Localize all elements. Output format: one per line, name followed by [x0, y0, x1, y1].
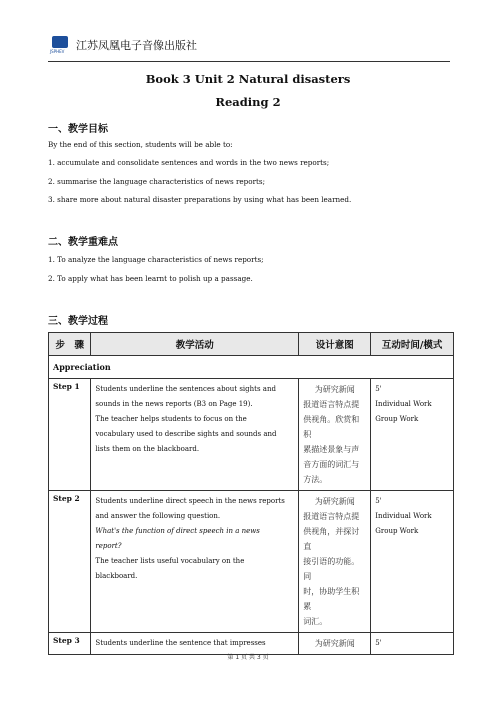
teaching-process-table [48, 332, 454, 655]
key-points-line: 2. To apply what has been learnt to polish up a passage. [48, 274, 253, 283]
step-label: Step 2 [49, 491, 91, 633]
intent-cell: 为研究新闻 [299, 633, 371, 655]
intent-cell: 为研究新闻 报道语言特点提 供视角。欣赏和积 累描述景象与声 音方面的词汇与 方法。 [299, 379, 371, 491]
activity-cell: Students underline the sentences about sights and sounds in the news reports (B3 on Page 19). The teacher helps students to focus on the vocabulary used to describe sights and sounds and lists them on the blackboard. [91, 379, 299, 491]
goals-line: 3. share more about natural disaster preparations by using what has been learned. [48, 195, 352, 204]
publisher-logo: JSPHEV [50, 36, 70, 58]
intent-cell: 为研究新闻 报道语言特点提 供视角，并探讨直 接引语的功能。同 时，协助学生积累 词汇。 [299, 491, 371, 633]
goals-line: By the end of this section, students will be able to: [48, 140, 233, 149]
goals-line: 1. accumulate and consolidate sentences and words in the two news reports; [48, 158, 330, 167]
table-row [49, 491, 454, 633]
process-heading: 三、教学过程 [48, 316, 108, 327]
step-label: Step 3 [49, 633, 91, 655]
header-step: 步 骤 [49, 333, 91, 356]
page-footer: 第 1 页 共 3 页 [227, 654, 269, 661]
doc-title: Book 3 Unit 2 Natural disasters [145, 72, 351, 86]
header-mode: 互动时间/模式 [371, 333, 454, 356]
step-label: Step 1 [49, 379, 91, 491]
header-activity: 教学活动 [91, 333, 299, 356]
mode-cell: 5' Individual Work Group Work [371, 379, 454, 491]
section-label: Appreciation [49, 356, 454, 379]
table-header-row [49, 333, 454, 356]
activity-cell: Students underline direct speech in the news reports and answer the following question. What's the function of direct speech in a news report? The teacher lists useful vocabulary on the blackboard. [91, 491, 299, 633]
table-row [49, 379, 454, 491]
activity-cell: Students underline the sentence that impresses [91, 633, 299, 655]
mode-cell: 5' [371, 633, 454, 655]
section-row [49, 356, 454, 379]
header-rule [48, 61, 450, 62]
mode-cell: 5' Individual Work Group Work [371, 491, 454, 633]
publisher-name: 江苏凤凰电子音像出版社 [76, 39, 197, 52]
key-points-line: 1. To analyze the language characteristics of news reports; [48, 255, 264, 264]
page-header [48, 32, 450, 62]
goals-line: 2. summarise the language characteristics of news reports; [48, 177, 266, 186]
goals-heading: 一、教学目标 [48, 124, 108, 135]
key-points-heading: 二、教学重难点 [48, 237, 118, 248]
doc-subtitle: Reading 2 [215, 95, 281, 109]
header-intent: 设计意图 [299, 333, 371, 356]
